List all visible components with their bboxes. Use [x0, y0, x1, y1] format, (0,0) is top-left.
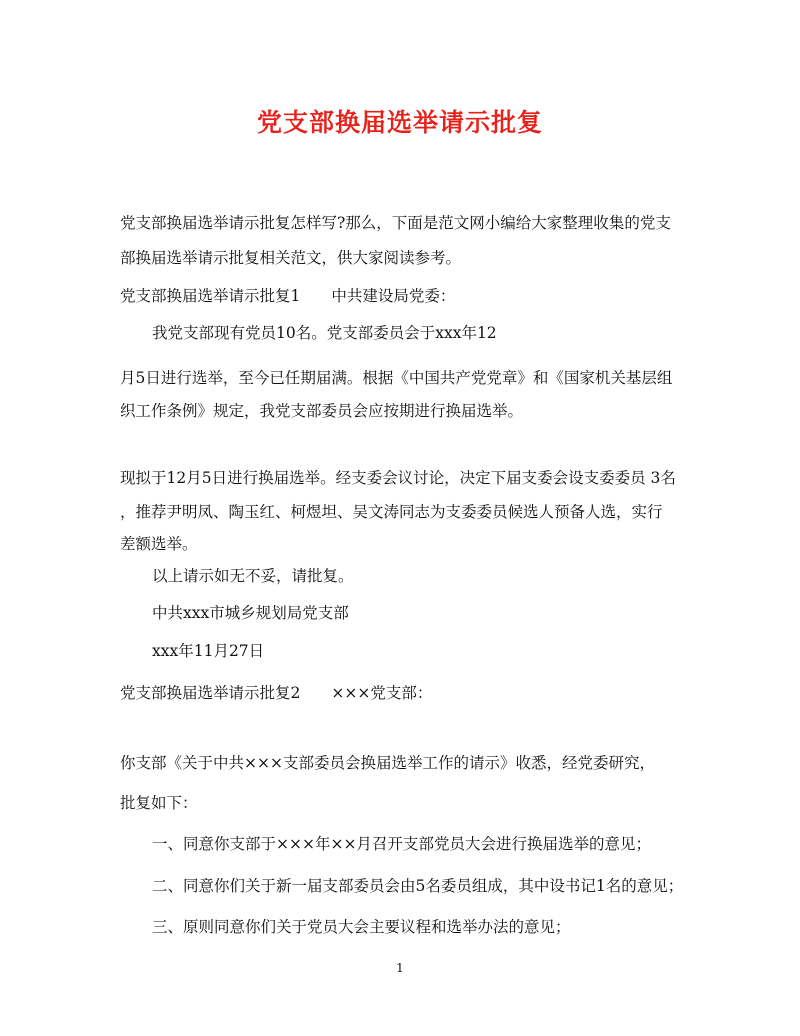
intro-line-1: 党支部换届选举请示批复怎样写?那么，下面是范文网小编给大家整理收集的党支: [120, 214, 671, 232]
reply2-para1-line-1: 你支部《关于中共×××支部委员会换届选举工作的请示》收悉，经党委研究，: [120, 754, 655, 772]
reply2-item-2: 二、同意你们关于新一届支部委员会由5名委员组成，其中设书记1名的意见；: [152, 877, 684, 895]
page-number: 1: [396, 961, 404, 975]
reply1-heading: 党支部换届选举请示批复1 中共建设局党委：: [120, 287, 456, 305]
reply2-heading: 党支部换届选举请示批复2 ×××党支部：: [120, 684, 433, 702]
reply1-para1-line-1: 我党支部现有党员10名。党支部委员会于xxx年12: [152, 324, 497, 342]
reply1-para2-line-1: 现拟于12月5日进行换届选举。经支委会议讨论，决定下届支委会设支委委员 3名: [120, 469, 676, 487]
reply1-para1-line-3: 织工作条例》规定，我党支部委员会应按期进行换届选举。: [120, 402, 524, 420]
reply1-date: xxx年11月27日: [152, 642, 265, 660]
intro-line-2: 部换届选举请示批复相关范文，供大家阅读参考。: [120, 249, 462, 267]
reply2-item-3: 三、原则同意你们关于党员大会主要议程和选举办法的意见；: [152, 918, 571, 936]
reply1-para2-line-2: ，推荐尹明凤、陶玉红、柯煜坦、吴文涛同志为支委委员候选人预备人选，实行: [120, 503, 663, 521]
document-title: 党支部换届选举请示批复: [256, 108, 543, 137]
reply1-signature: 中共xxx市城乡规划局党支部: [152, 604, 349, 622]
reply1-closing: 以上请示如无不妥，请批复。: [152, 567, 354, 585]
reply1-para1-line-2: 月5日进行选举，至今已任期届满。根据《中国共产党党章》和《国家机关基层组: [120, 369, 673, 387]
reply1-para2-line-3: 差额选举。: [120, 535, 198, 553]
reply2-item-1: 一、同意你支部于×××年××月召开支部党员大会进行换届选举的意见；: [152, 835, 651, 853]
reply2-para1-line-2: 批复如下：: [120, 794, 198, 812]
